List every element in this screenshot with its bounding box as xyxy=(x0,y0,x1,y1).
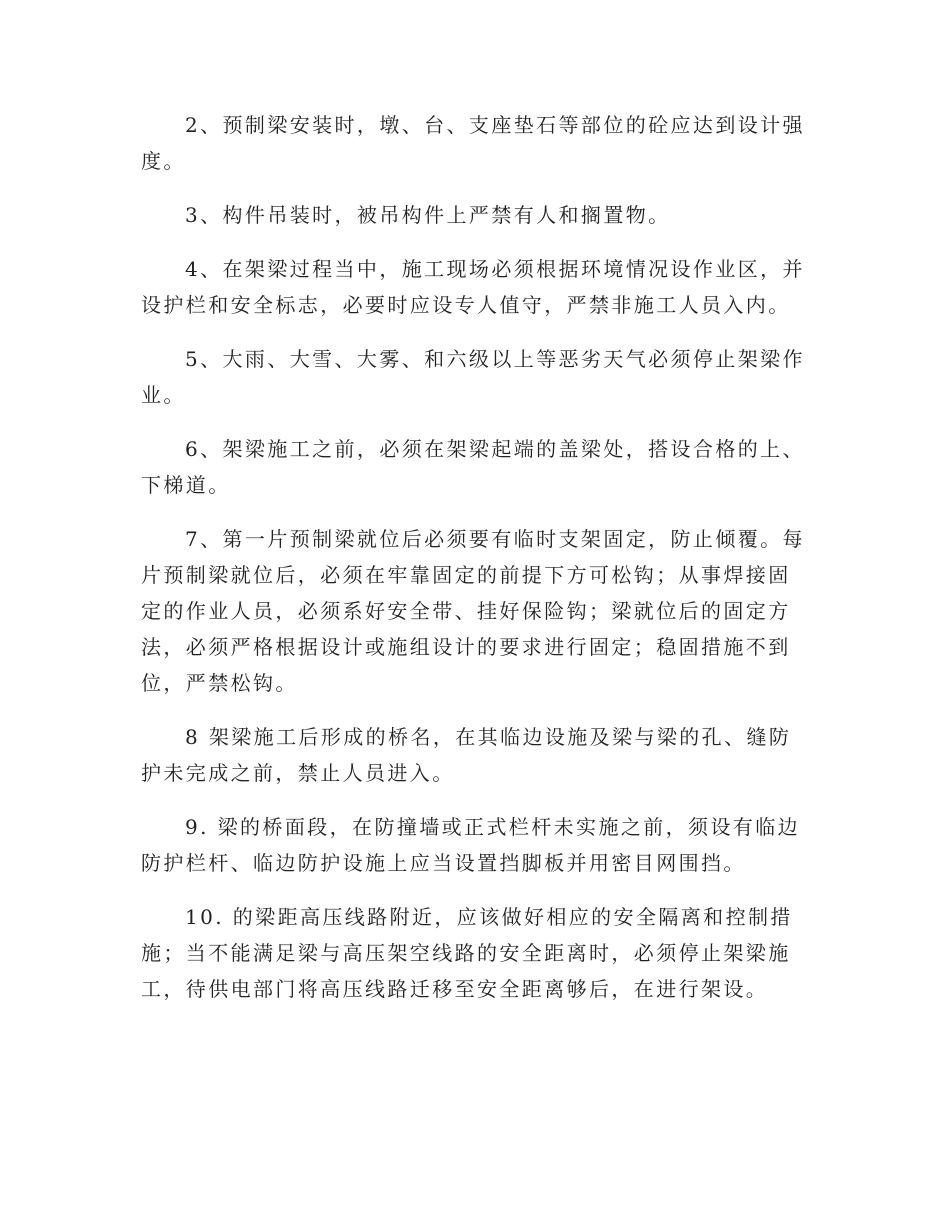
paragraph-10: 10. 的梁距高压线路附近，应该做好相应的安全隔离和控制措施；当不能满足梁与高压架空线路的安全距离时，必须停止架梁施工，待供电部门将高压线路迁移至安全距离够后，在进行架设。 xyxy=(141,905,793,1001)
paragraph-7: 7、第一片预制梁就位后必须要有临时支架固定，防止倾覆。每片预制梁就位后，必须在牢靠固定的前提下方可松钩；从事焊接固定的作业人员，必须系好安全带、挂好保险钩；梁就位后的固定方法，必须严格根据设计或施组设计的要求进行固定；稳固措施不到位，严禁松钩。 xyxy=(141,527,805,695)
paragraph-5: 5、大雨、大雪、大雾、和六级以上等恶劣天气必须停止架梁作业。 xyxy=(141,347,805,407)
paragraph-6: 6、架梁施工之前，必须在架梁起端的盖梁处，搭设合格的上、下梯道。 xyxy=(141,437,805,497)
document-body xyxy=(141,107,811,1025)
paragraph-4: 4、在架梁过程当中，施工现场必须根据环境情况设作业区，并设护栏和安全标志，必要时应设专人值守，严禁非施工人员入内。 xyxy=(141,257,805,317)
paragraph-8: 8 架梁施工后形成的桥名，在其临边设施及梁与梁的孔、缝防护未完成之前，禁止人员进入。 xyxy=(141,725,792,785)
paragraph-9: 9. 梁的桥面段，在防撞墙或正式栏杆未实施之前，须设有临边防护栏杆、临边防护设施上应当设置挡脚板并用密目网围挡。 xyxy=(141,815,801,875)
paragraph-3: 3、构件吊装时，被吊构件上严禁有人和搁置物。 xyxy=(185,203,671,227)
paragraph-2: 2、预制梁安装时，墩、台、支座垫石等部位的砼应达到设计强度。 xyxy=(141,113,805,173)
